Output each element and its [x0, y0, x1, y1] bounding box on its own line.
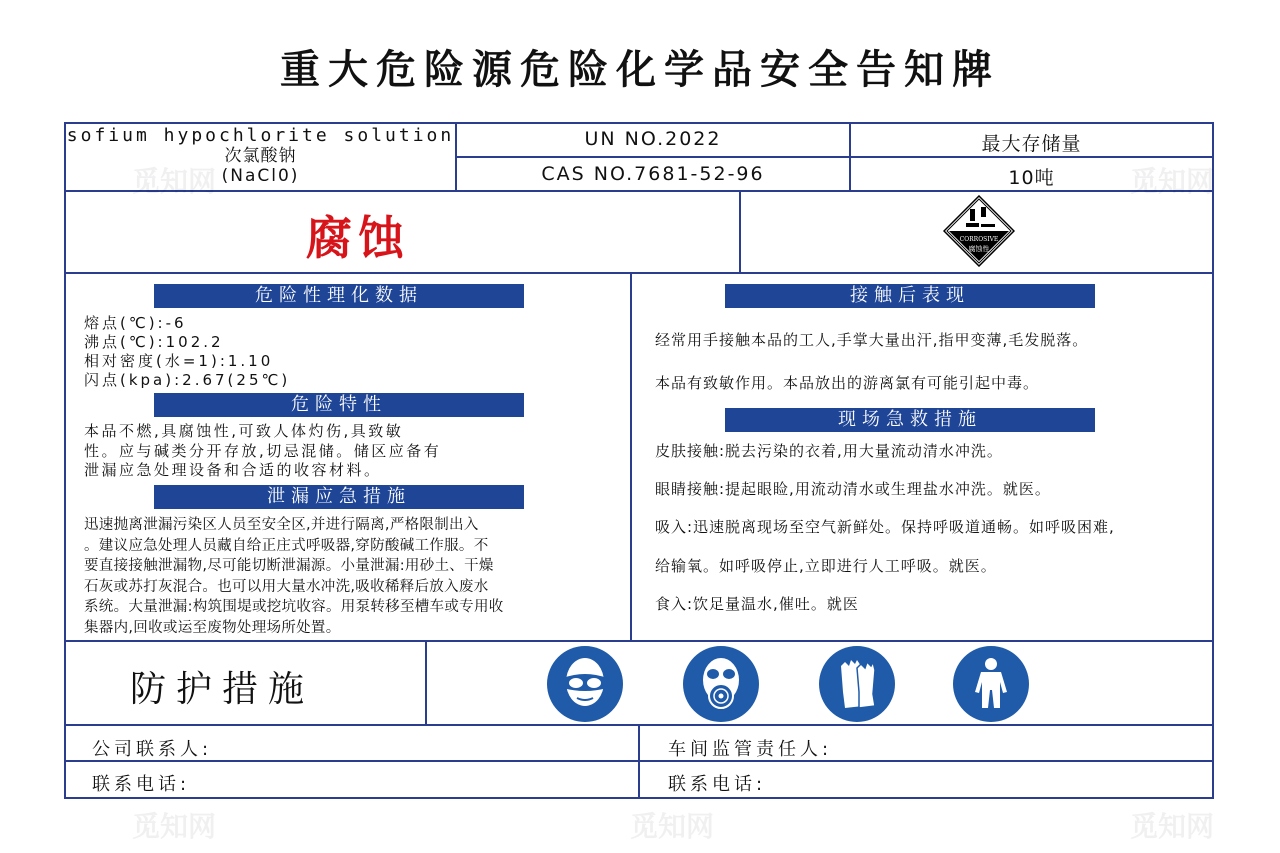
- gas-mask-icon: [683, 646, 759, 722]
- physchem-data: [84, 314, 614, 390]
- divider: [66, 190, 1212, 192]
- divider: [638, 724, 640, 797]
- sign-frame: [64, 122, 1214, 799]
- leak-line: 迅速抛离泄漏污染区人员至安全区,并进行隔离,严格限制出入: [84, 517, 479, 533]
- hazard-line: 性。应与碱类分开存放,切忌混储。储区应备有: [84, 441, 442, 460]
- watermark: 觅知网: [630, 810, 715, 843]
- chemical-name-en: sofium hypochlorite solution: [66, 125, 455, 146]
- hazard-line: 泄漏应急处理设备和合适的收容材料。: [84, 461, 382, 479]
- max-storage-label: 最大存储量: [981, 133, 1082, 155]
- watermark: 觅知网: [1130, 810, 1215, 843]
- first-aid-line: 吸入:迅速脱离现场至空气新鲜处。保持呼吸道通畅。如呼吸困难,: [655, 518, 1115, 536]
- un-number: UN NO.2022: [584, 128, 722, 150]
- contact-line: 经常用手接触本品的工人,手掌大量出汗,指甲变薄,毛发脱落。: [655, 331, 1089, 349]
- leak-line: 集器内,回收或运至废物处理场所处置。: [84, 619, 341, 636]
- divider: [66, 272, 1212, 274]
- divider: [630, 272, 632, 640]
- divider: [66, 640, 1212, 642]
- leak-line: 石灰或苏打灰混合。也可以用大量水冲洗,吸收稀释后放入废水: [84, 578, 489, 595]
- watermark: 觅知网: [132, 165, 217, 198]
- corrosive-symbol: [943, 195, 1015, 267]
- divider: [739, 190, 741, 272]
- physchem-line: 相对密度(水=1):1.10: [84, 352, 274, 370]
- goggles-icon: [547, 646, 623, 722]
- corrosive-icon: [943, 195, 1015, 267]
- leak-line: 系统。大量泄漏:构筑围堤或挖坑收容。用泵转移至槽车或专用收: [84, 599, 504, 615]
- cas-number: CAS NO.7681-52-96: [541, 163, 765, 185]
- page-title: 重大危险源危险化学品安全告知牌: [280, 47, 1000, 93]
- contact-line: 本品有致敏作用。本品放出的游离氯有可能引起中毒。: [655, 374, 1040, 392]
- phone-label-left: 联系电话:: [92, 774, 191, 795]
- max-storage-value: 10吨: [1008, 167, 1055, 189]
- divider: [425, 640, 427, 724]
- first-aid-line: 眼睛接触:提起眼睑,用流动清水或生理盐水冲洗。就医。: [655, 480, 1051, 498]
- gloves-icon: [819, 646, 895, 722]
- leak-line: 。建议应急处理人员藏自给正庄式呼吸器,穿防酸碱工作服。不: [84, 537, 489, 554]
- first-aid-title: 现场急救措施: [725, 408, 1095, 432]
- protection-title: 防护措施: [130, 669, 315, 710]
- physchem-line: 沸点(℃):102.2: [84, 333, 224, 351]
- company-contact-label: 公司联系人:: [92, 739, 213, 760]
- chemical-formula: (NaCl0): [221, 166, 300, 186]
- leak-measures-title: 泄漏应急措施: [154, 485, 524, 509]
- hazard-class: 腐蚀: [306, 211, 410, 265]
- first-aid-line: 食入:饮足量温水,催吐。就医: [655, 595, 859, 613]
- leak-measures-text: [84, 515, 629, 638]
- hazard-properties-text: [84, 422, 624, 481]
- corrosive-label-cn: 腐蚀性: [968, 245, 990, 253]
- first-aid-line: 皮肤接触:脱去污染的衣着,用大量流动清水冲洗。: [655, 442, 1003, 460]
- watermark: 觅知网: [132, 810, 217, 843]
- physchem-line: 闪点(kpa):2.67(25℃): [84, 371, 291, 389]
- first-aid-line: 给输氧。如呼吸停止,立即进行人工呼吸。就医。: [655, 557, 997, 575]
- phone-label-right: 联系电话:: [668, 774, 767, 795]
- leak-line: 要直接接触泄漏物,尽可能切断泄漏源。小量泄漏:用砂土、干燥: [84, 558, 494, 574]
- workshop-supervisor-label: 车间监管责任人:: [668, 739, 833, 760]
- contact-symptoms-title: 接触后表现: [725, 284, 1095, 308]
- hazard-line: 本品不燃,具腐蚀性,可致人体灼伤,具致敏: [84, 422, 404, 440]
- divider: [457, 156, 1213, 158]
- physchem-title: 危险性理化数据: [154, 284, 524, 308]
- physchem-line: 熔点(℃):-6: [84, 314, 187, 332]
- protective-suit-icon: [953, 646, 1029, 722]
- watermark: 觅知网: [1130, 165, 1215, 198]
- chemical-name-cn: 次氯酸钠: [224, 146, 297, 166]
- corrosive-label-en: CORROSIVE: [959, 236, 999, 243]
- hazard-properties-title: 危险特性: [154, 393, 524, 417]
